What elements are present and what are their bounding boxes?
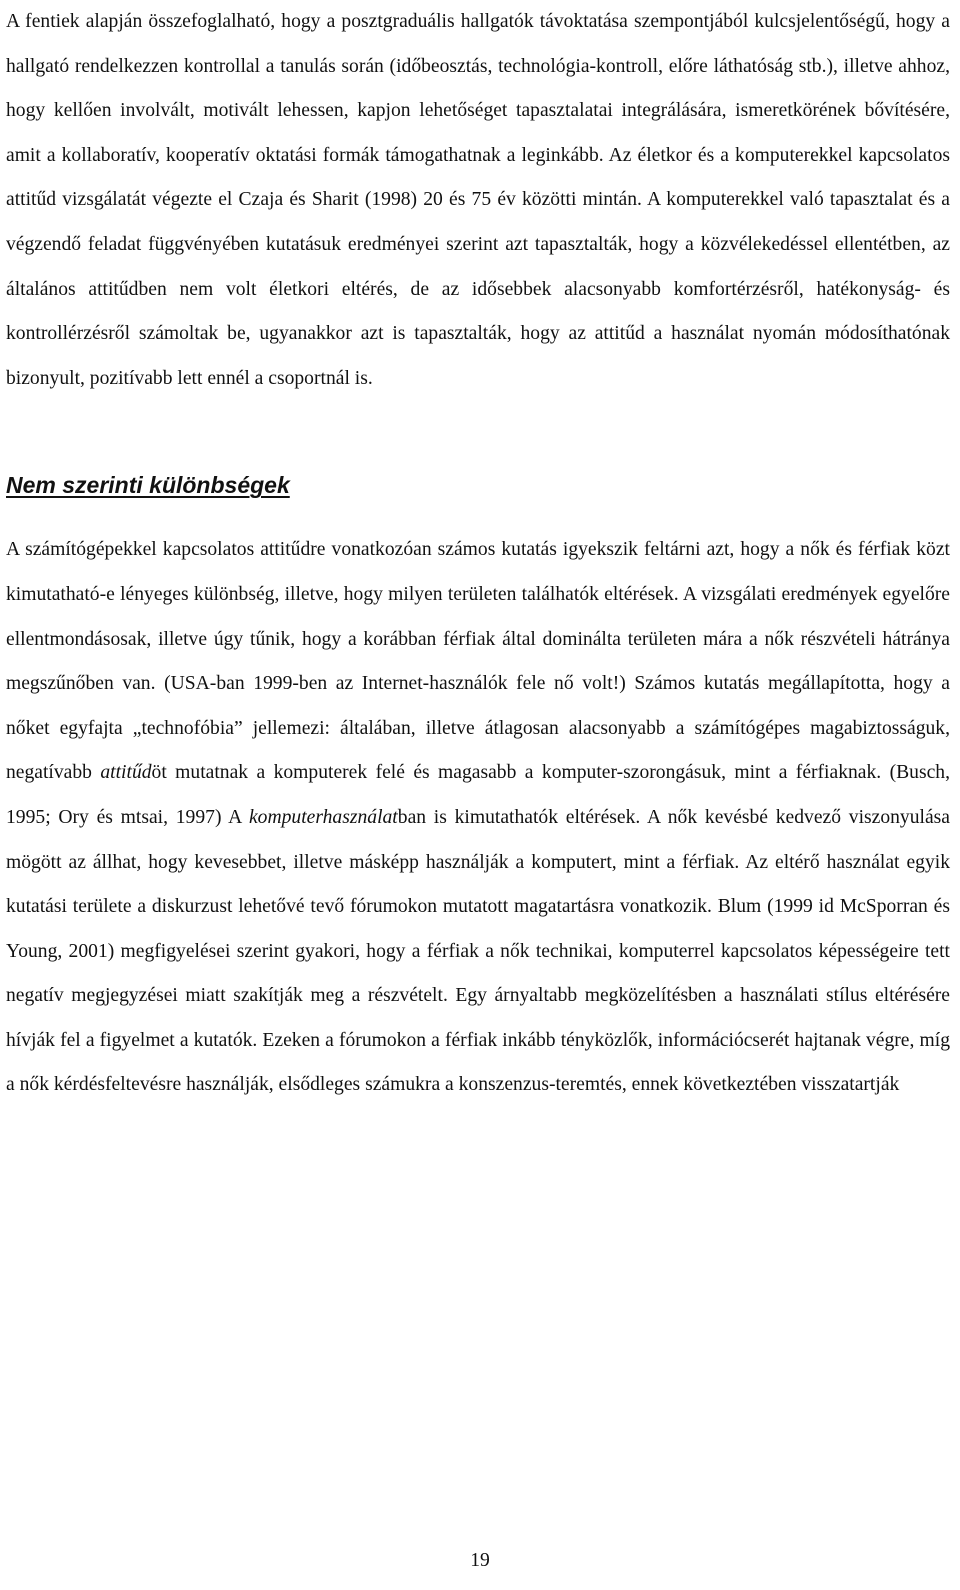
paragraph-gender-sentence-2 (6, 673, 950, 828)
paragraph-intro (6, 0, 950, 401)
text-run: ban is kimutathatók eltérések. A nők kevésbé kedvező viszonyulása mögött az állhat, hogy kevesebbet, illetve másképp használják a komputert, mint a férfiak. Az eltérő használat egyik kutatási területe a diskurzust lehetővé tevő fórumokon mutatott magatartásra vonatkozik. Blum (1999 id McSporran és Young, 2001) megfigyelései szerint gyakori, hogy a férfiak a nők technikai, komputerrel kapcsolatos képességeire tett negatív megjegyzései miatt szakítják meg a részvételt. Egy árnyaltabb megközelítésben a használati stílus eltérésére hívják fel a figyelmet a kutatók. Ezeken a fórumokon a férfiak inkább tényközlők, információcserét hajtanak végre, míg a nők kérdésfeltevésre használják, elsődleges számukra a konszenzus-teremtés, ennek következtében visszatartják (6, 806, 950, 1096)
page-number: 19 (470, 1550, 490, 1571)
section-heading: Nem szerinti különbségek (6, 472, 290, 499)
text-run: Számos kutatás megállapította, hogy a nőket egyfajta „technofóbia” jellemezi: általában, illetve átlagosan alacsonyabb a számítógépes magabiztosságuk, negatívabb (6, 673, 950, 784)
spacer (6, 401, 950, 463)
text-run: A (228, 806, 249, 828)
spacer (6, 507, 950, 528)
document-page (6, 0, 950, 1108)
paragraph-gender-sentence-1: A számítógépekkel kapcsolatos attitűdre vonatkozóan számos kutatás igyekszik feltárni azt, hogy a nők és férfiak közt kimutatható-e lényeges különbség, illetve, hogy milyen területen találhatók eltérések. A vizsgálati eredmények egyelőre ellentmondásosak, illetve úgy tűnik, hogy a korábban férfiak által dominálta területen mára a nők részvételi hátránya megszűnőben van. (USA-ban 1999-ben az Internet-használók fele nő volt!) (6, 539, 950, 695)
italic-term-komputerhasznalat: komputerhasználat (248, 806, 398, 828)
paragraph-gender-sentence-3 (6, 807, 950, 1096)
text-run: öt mutatnak a komputerek felé és magasabb a komputer-szorongásuk, mint a férfiaknak. (Busch, 1995; Ory és mtsai, 1997) (6, 762, 950, 828)
paragraph-gender (6, 528, 950, 1108)
paragraph-intro-sentence-2: Az életkor és a komputerekkel kapcsolatos attitűd vizsgálatát végezte el Czaja és Sharit (1998) 20 és 75 év közötti mintán. A komputerekkel való tapasztalat és a végzendő feladat függvényében kutatásuk eredményei szerint azt tapasztalták, hogy a közvélekedéssel ellentétben, az általános attitűdben nem volt életkori eltérés, de az idősebbek alacsonyabb komfortérzésről, hatékonyság- és kontrollérzésről számoltak be, ugyanakkor azt is tapasztalták, hogy az attitűd a használat nyomán módosíthatónak bizonyult, pozitívabb lett ennél a csoportnál is. (6, 144, 950, 389)
italic-term-attitud: attitűd (100, 762, 152, 784)
paragraph-intro-sentence-1: A fentiek alapján összefoglalható, hogy a posztgraduális hallgatók távoktatása szempontjából kulcsjelentőségű, hogy a hallgató rendelkezzen kontrollal a tanulás során (időbeosztás, technológia-kontroll, előre láthatóság stb.), illetve ahhoz, hogy kellően involvált, motivált lehessen, kapjon lehetőséget tapasztalatai integrálására, ismeretkörének bővítésére, amit a kollaboratív, kooperatív oktatási formák támogathatnak a leginkább. (6, 11, 950, 166)
